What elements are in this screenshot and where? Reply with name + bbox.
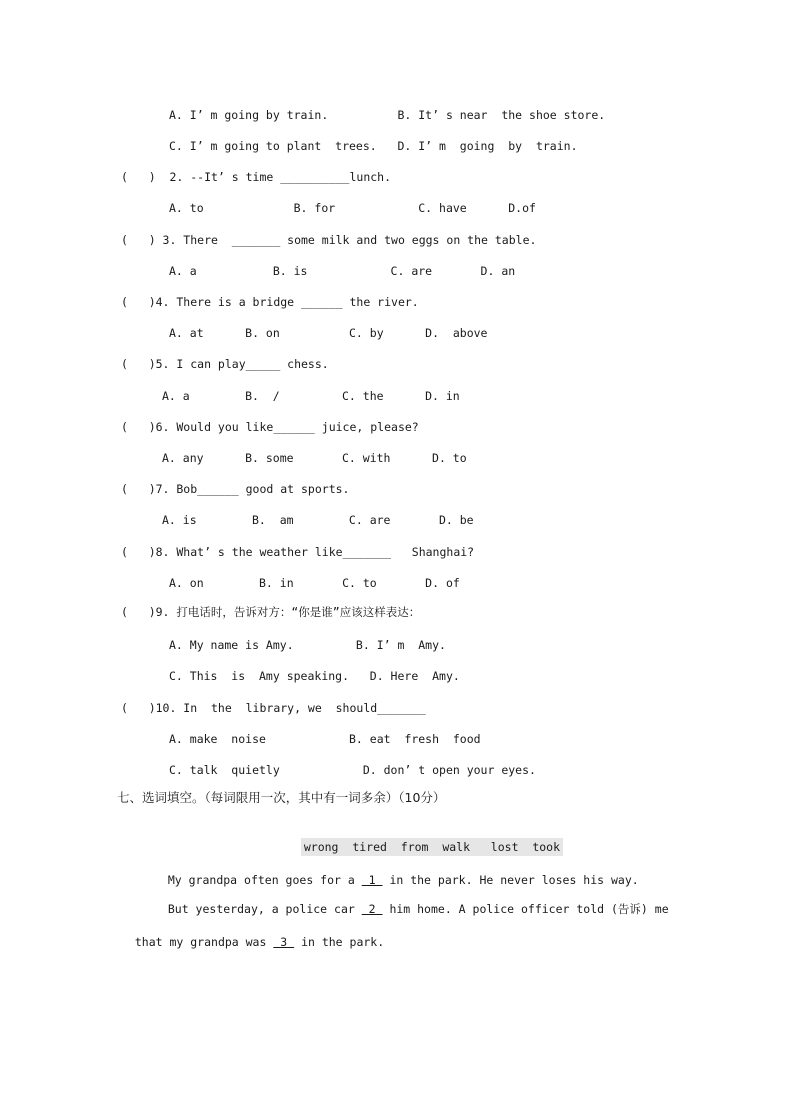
blank-1: 1 [361, 873, 383, 887]
word-bank-box [287, 823, 563, 855]
question-5: ( )5. I can play_____ chess. [121, 357, 329, 371]
options-10b: C. talk quietly D. don’ t open your eyes. [169, 763, 536, 777]
options-5: A. a B. / C. the D. in [162, 389, 460, 403]
passage-line-2 [154, 885, 669, 917]
passage-text: him home. A police officer told (告诉) me [382, 902, 669, 916]
section-7-heading: 七、选词填空。（每词限用一次，其中有一词多余）（10分） [117, 790, 446, 805]
options-2: A. to B. for C. have D.of [169, 201, 536, 215]
options-9a: A. My name is Amy. B. I’ m Amy. [169, 638, 446, 652]
passage-line-3 [121, 918, 384, 950]
options-3: A. a B. is C. are D. an [169, 264, 516, 278]
option-line-1a: A. I’ m going by train. B. It’ s near the shoe store. [169, 108, 606, 122]
passage-text: in the park. He never loses his way. [382, 873, 639, 887]
passage-text: My grandpa often goes for a [167, 873, 355, 887]
question-4: ( )4. There is a bridge ______ the river. [121, 295, 419, 309]
question-10: ( )10. In the library, we should_______ [121, 701, 426, 715]
question-8: ( )8. What’ s the weather like_______ Shanghai? [121, 545, 475, 559]
options-8: A. on B. in C. to D. of [169, 576, 460, 590]
question-9: ( )9. 打电话时，告诉对方：“你是谁”应该这样表达： [121, 605, 421, 619]
options-6: A. any B. some C. with D. to [162, 451, 467, 465]
question-2: ( ) 2. --It’ s time __________lunch. [121, 170, 392, 184]
question-6: ( )6. Would you like______ juice, please? [121, 420, 419, 434]
options-4: A. at B. on C. by D. above [169, 326, 488, 340]
blank-2: 2 [361, 902, 383, 916]
option-line-1b: C. I’ m going to plant trees. D. I’ m going by train. [169, 139, 578, 153]
passage-text: that my grandpa was [134, 935, 267, 949]
options-7: A. is B. am C. are D. be [162, 513, 474, 527]
passage-text: in the park. [294, 935, 385, 949]
blank-3: 3 [273, 935, 295, 949]
options-10a: A. make noise B. eat fresh food [169, 732, 481, 746]
passage-line-1 [154, 856, 639, 888]
word-bank: wrong tired from walk lost took [301, 838, 563, 856]
options-9b: C. This is Amy speaking. D. Here Amy. [169, 669, 460, 683]
passage-text: But yesterday, a police car [167, 902, 355, 916]
question-3: ( ) 3. There _______ some milk and two eggs on the table. [121, 233, 537, 247]
question-7: ( )7. Bob______ good at sports. [121, 482, 350, 496]
